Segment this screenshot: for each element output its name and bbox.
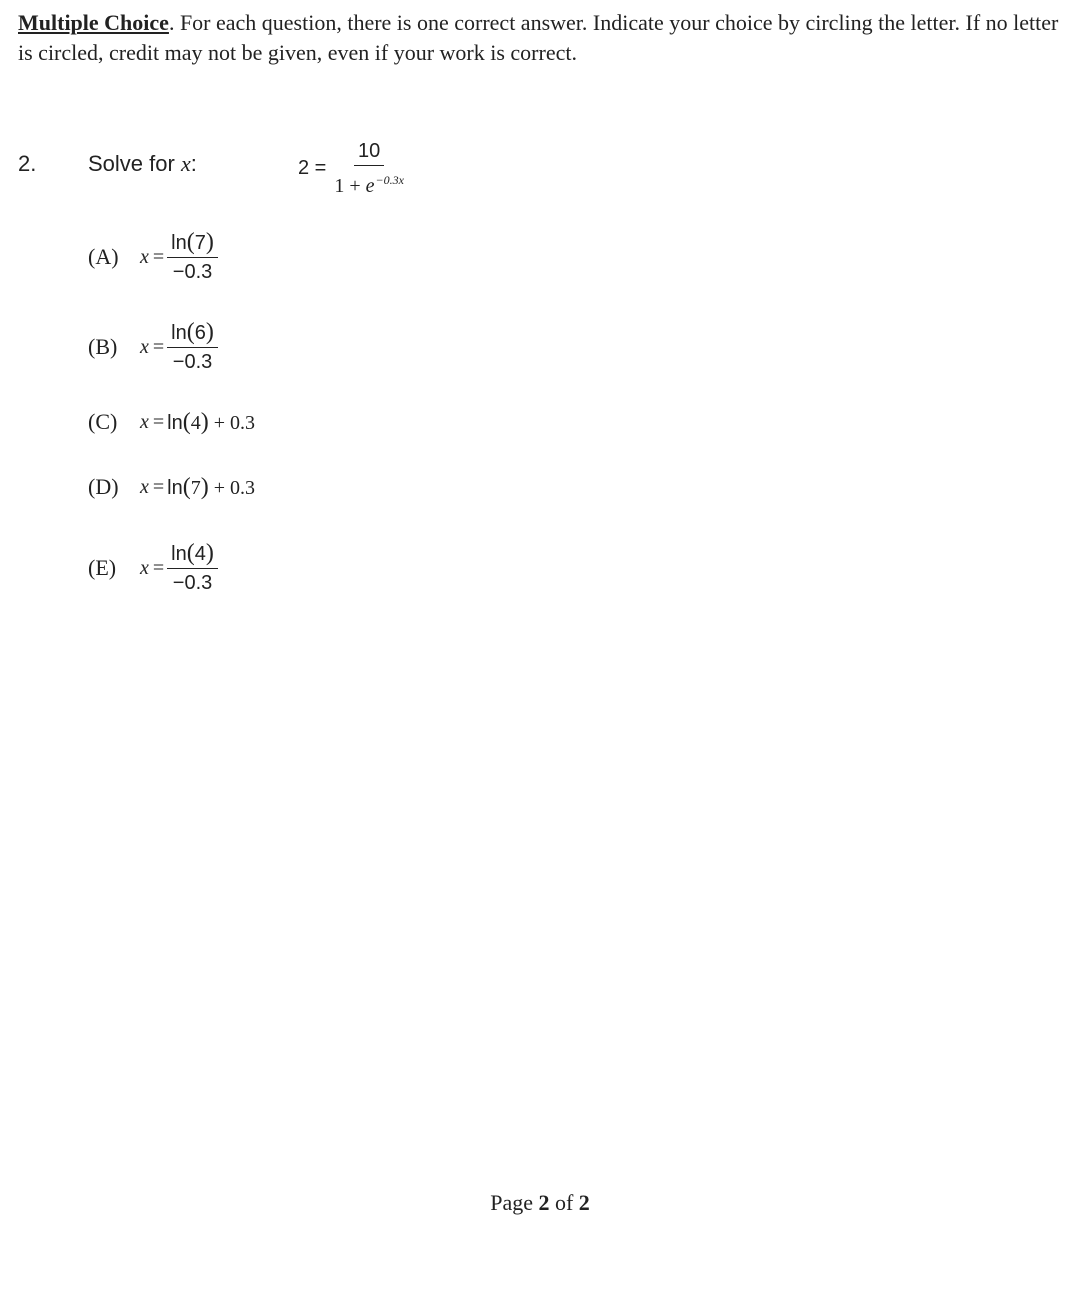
choice-letter[interactable]: (B) [88, 334, 118, 359]
choice-tail: + 0.3 [208, 476, 256, 499]
choice-denominator: −0.3 [172, 351, 213, 373]
choice-numerator: ln(7) [167, 230, 218, 258]
question-number: 2. [18, 151, 37, 176]
choice-fraction [167, 541, 218, 595]
instructions [18, 8, 1063, 68]
choice-argument: 7 [190, 476, 201, 499]
question-equation [298, 139, 408, 197]
choice-fraction [167, 230, 218, 284]
choice-equals: = [152, 335, 165, 358]
equation-denominator [330, 166, 408, 198]
choice-function: ln [167, 476, 183, 499]
choice-tail: + 0.3 [208, 411, 256, 434]
prompt-prefix: Solve for [88, 151, 181, 176]
choice-variable: x [140, 335, 149, 358]
choice-function: ln [171, 232, 187, 254]
choice-function: ln [171, 543, 187, 565]
equation-fraction [330, 139, 408, 198]
instructions-text: . For each question, there is one correct answer. Indicate your choice by circling the letter. If no letter is circled, credit may not be given, even if your work is correct. [18, 10, 1059, 65]
prompt-variable: x [180, 151, 191, 176]
denominator-base: 1 + [334, 174, 366, 197]
choice-argument: 4 [194, 543, 206, 565]
choice-a[interactable] [88, 224, 218, 290]
question-prompt [88, 151, 197, 177]
choice-letter[interactable]: (C) [88, 409, 118, 434]
choice-equals: = [152, 475, 165, 498]
choice-variable: x [140, 410, 149, 433]
choice-numerator: ln(4) [167, 541, 218, 569]
choice-argument: 4 [190, 411, 201, 434]
choice-e[interactable] [88, 535, 218, 601]
choice-equals: = [152, 245, 165, 268]
footer-prefix: Page [490, 1190, 539, 1215]
prompt-suffix: : [190, 151, 197, 176]
choice-denominator: −0.3 [172, 261, 213, 283]
choice-function: ln [167, 411, 183, 434]
choice-equals: = [152, 556, 165, 579]
choice-numerator: ln(6) [167, 320, 218, 348]
footer-current-page: 2 [538, 1190, 550, 1215]
footer-middle: of [549, 1190, 579, 1215]
denominator-exponent: −0.3x [375, 172, 404, 187]
choice-letter[interactable]: (A) [88, 244, 119, 269]
choice-function: ln [171, 322, 187, 344]
choice-d[interactable] [88, 470, 255, 504]
choice-c[interactable] [88, 405, 255, 439]
choice-argument: 6 [194, 322, 206, 344]
choice-expression: ln(4) + 0.3 [167, 408, 256, 435]
choice-variable: x [140, 556, 149, 579]
choice-b[interactable] [88, 314, 218, 380]
choice-expression: ln(7) + 0.3 [167, 473, 256, 500]
equation-lhs: 2 = [298, 156, 327, 179]
choice-variable: x [140, 475, 149, 498]
footer-total-pages: 2 [578, 1190, 590, 1215]
choice-denominator: −0.3 [172, 572, 213, 594]
choice-equals: = [152, 410, 165, 433]
choice-variable: x [140, 245, 149, 268]
choice-letter[interactable]: (E) [88, 555, 117, 580]
choice-fraction [167, 320, 218, 374]
instructions-heading: Multiple Choice [18, 10, 169, 35]
page-footer [0, 1190, 1080, 1216]
equation-numerator: 10 [354, 139, 384, 166]
denominator-e: e [365, 174, 375, 197]
choice-letter[interactable]: (D) [88, 474, 119, 499]
choice-argument: 7 [194, 232, 206, 254]
